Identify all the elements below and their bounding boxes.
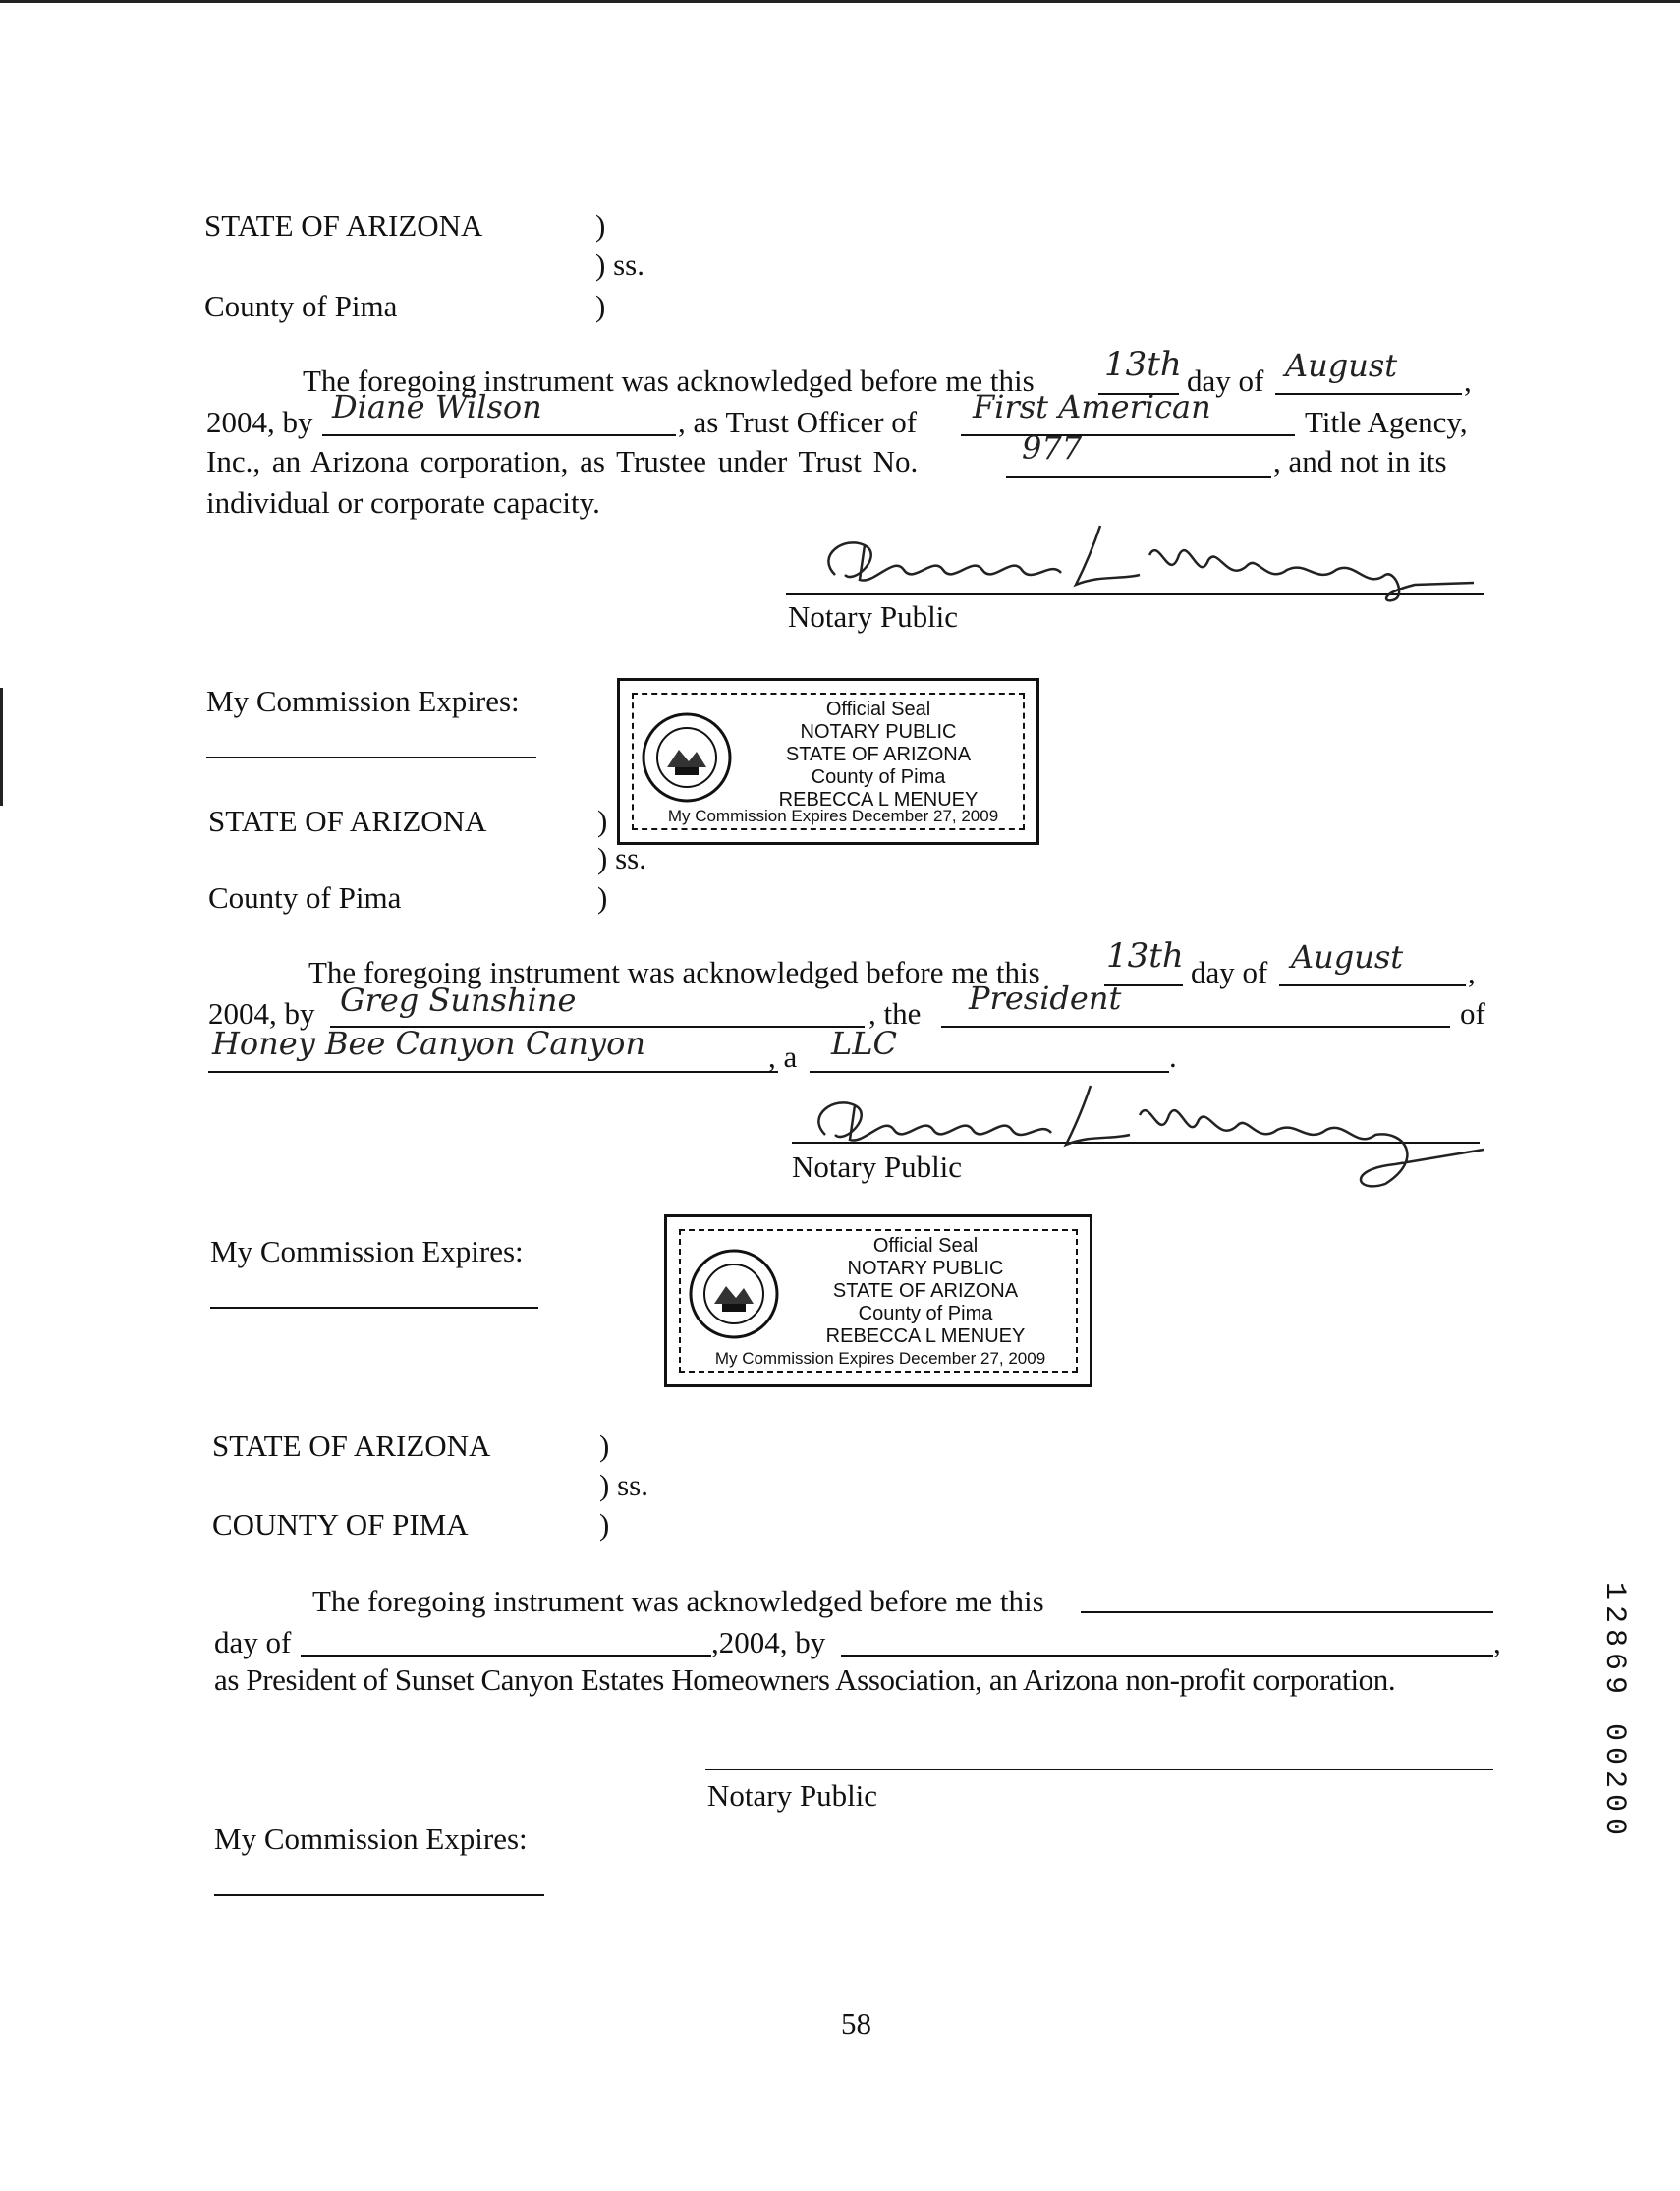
page-number: 58: [841, 2006, 871, 2041]
seal-line: REBECCA L MENUEY: [778, 789, 979, 811]
seal-line: STATE OF ARIZONA: [785, 744, 972, 765]
ack-text: individual or corporate capacity.: [206, 485, 600, 520]
venue-bracket: ): [599, 1429, 610, 1463]
title-blank: [941, 1026, 1450, 1028]
ack-text: ,: [1493, 1625, 1501, 1659]
document-number: 12869 00200: [1597, 1582, 1631, 1842]
day-blank: [1081, 1611, 1493, 1613]
ack-text: The foregoing instrument was acknowledged before me this: [312, 1584, 1044, 1618]
venue-bracket: ): [595, 208, 606, 243]
commission-label: My Commission Expires:: [210, 1234, 524, 1268]
ack-text: , a: [768, 1039, 798, 1074]
ack-text: ,: [1468, 955, 1476, 989]
notary-label: Notary Public: [792, 1150, 963, 1184]
ack-text: of: [1460, 996, 1485, 1031]
commission-blank: [214, 1894, 544, 1896]
venue-bracket: ): [597, 804, 608, 838]
seal-line: NOTARY PUBLIC: [800, 721, 957, 743]
seal-line: REBECCA L MENUEY: [825, 1325, 1026, 1347]
notary-signature: [806, 516, 1493, 604]
month-handwritten: August: [1285, 347, 1398, 384]
seal-line: Official Seal: [872, 1235, 979, 1257]
trust-no-blank: [1006, 476, 1271, 478]
person-handwritten: Diane Wilson: [332, 388, 542, 425]
notary-seal: [664, 1214, 1092, 1387]
commission-blank: [206, 757, 536, 758]
notary-signature-line: [705, 1769, 1493, 1770]
scan-top-border: [0, 0, 1680, 3]
ack-text: day of: [214, 1625, 292, 1659]
title-handwritten: President: [969, 980, 1122, 1017]
ack-text: day of: [1191, 955, 1268, 989]
commission-label: My Commission Expires:: [206, 684, 520, 718]
day-handwritten: 13th: [1104, 345, 1182, 384]
seal-expiration: My Commission Expires December 27, 2009: [714, 1349, 1046, 1368]
venue-bracket: ): [599, 1507, 610, 1542]
venue-state: STATE OF ARIZONA: [204, 208, 483, 243]
seal-expiration: My Commission Expires December 27, 2009: [667, 807, 999, 825]
venue-county: County of Pima: [204, 289, 398, 323]
commission-label: My Commission Expires:: [214, 1822, 528, 1856]
venue-bracket: ): [597, 880, 608, 915]
ack-text: Inc., an Arizona corporation, as Trustee under Trust No.: [206, 444, 919, 478]
venue-ss: ) ss.: [595, 248, 644, 282]
ack-text: , the: [868, 996, 922, 1031]
venue-ss: ) ss.: [597, 841, 646, 875]
person-blank: [322, 434, 676, 436]
person-handwritten: Greg Sunshine: [340, 982, 577, 1019]
notary-label: Notary Public: [788, 599, 959, 634]
seal-line: STATE OF ARIZONA: [832, 1280, 1019, 1302]
entity-blank: [208, 1071, 778, 1073]
venue-ss: ) ss.: [599, 1468, 648, 1502]
ack-text: 2004, by: [208, 996, 315, 1031]
entity-type-handwritten: LLC: [831, 1025, 897, 1062]
ack-text: .: [1169, 1039, 1177, 1074]
ack-text: as President of Sunset Canyon Estates Homeowners Association, an Arizona non-profit corporation.: [214, 1662, 1396, 1697]
seal-text: [783, 1235, 1068, 1348]
arizona-state-seal-icon: [687, 1247, 781, 1341]
arizona-state-seal-icon: [640, 710, 734, 805]
seal-text: [736, 699, 1021, 812]
month-blank: [301, 1655, 711, 1657]
trust-no-handwritten: 977: [1022, 429, 1083, 467]
ack-text: The foregoing instrument was acknowledged before me this: [303, 364, 1035, 398]
scan-left-mark: [0, 688, 3, 806]
day-handwritten: 13th: [1106, 936, 1184, 976]
ack-text: , and not in its: [1273, 444, 1447, 478]
month-handwritten: August: [1291, 938, 1404, 976]
notary-label: Notary Public: [707, 1778, 878, 1813]
company-blank: [961, 434, 1295, 436]
commission-blank: [210, 1307, 538, 1309]
company-handwritten: First American: [973, 388, 1211, 425]
month-blank: [1275, 393, 1462, 395]
person-blank: [841, 1655, 1493, 1657]
notary-signature: [796, 1071, 1503, 1199]
venue-county: COUNTY OF PIMA: [212, 1507, 469, 1542]
notary-seal: [617, 678, 1039, 845]
ack-text: day of: [1187, 364, 1264, 398]
ack-text: Title Agency,: [1305, 405, 1468, 439]
ack-text: ,: [1464, 364, 1472, 398]
ack-text: ,2004, by: [711, 1625, 826, 1659]
venue-county: County of Pima: [208, 880, 402, 915]
month-blank: [1279, 984, 1466, 986]
ack-text: The foregoing instrument was acknowledged before me this: [308, 955, 1040, 989]
venue-bracket: ): [595, 289, 606, 323]
ack-text: , as Trust Officer of: [678, 405, 918, 439]
entity-handwritten: Honey Bee Canyon Canyon: [212, 1025, 645, 1062]
ack-text: 2004, by: [206, 405, 313, 439]
venue-state: STATE OF ARIZONA: [208, 804, 487, 838]
venue-state: STATE OF ARIZONA: [212, 1429, 491, 1463]
seal-line: County of Pima: [858, 1303, 993, 1324]
seal-line: NOTARY PUBLIC: [847, 1258, 1004, 1279]
seal-line: County of Pima: [811, 766, 946, 788]
seal-line: Official Seal: [825, 699, 931, 720]
